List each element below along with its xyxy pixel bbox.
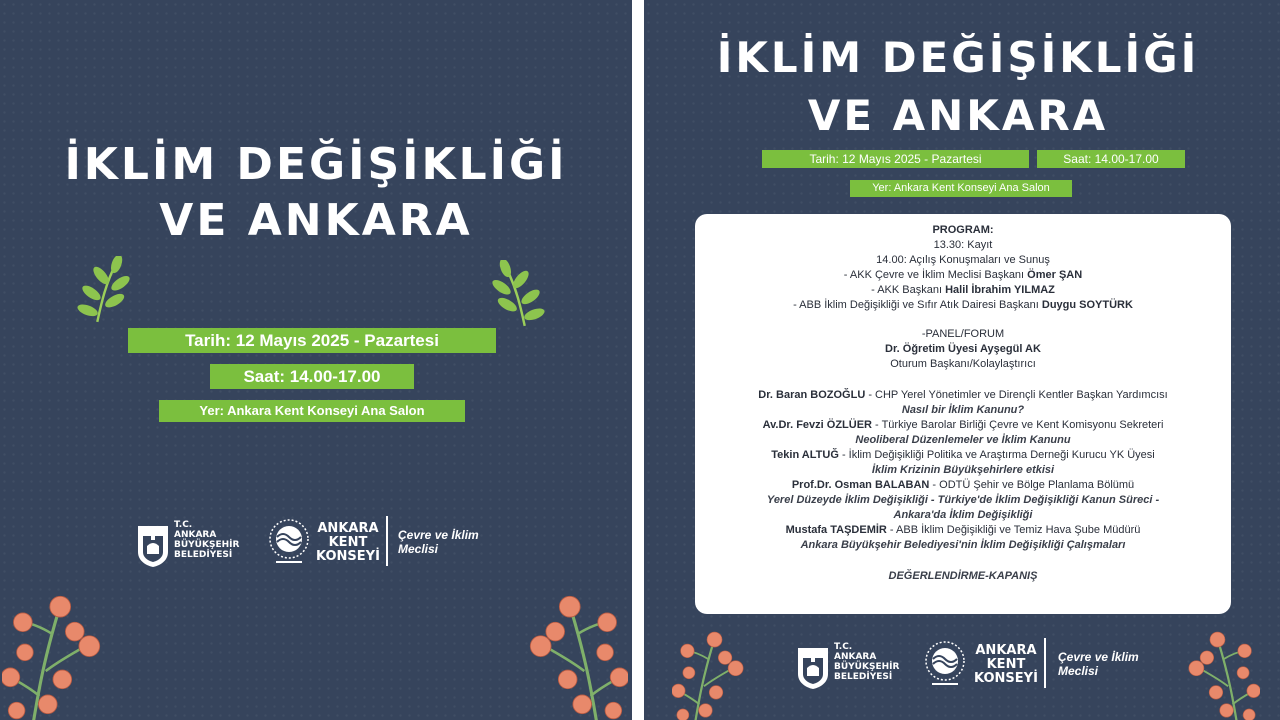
abb-line-1-right: T.C. [834,642,853,652]
program-heading: PROGRAM: [932,224,994,236]
flower-branch-left-icon [2,588,106,720]
panelist-5 [705,523,1221,538]
abb-line-1: T.C. [174,520,193,530]
speaker-1-name: Ömer ŞAN [1027,269,1083,281]
speaker-2-name: Halil İbrahim YILMAZ [945,284,1055,296]
leaf-branch-right-icon [488,260,546,328]
panelist-4 [705,478,1221,493]
panelist-4-role: - ODTÜ Şehir ve Bölge Planlama Bölümü [929,479,1135,491]
program-registration: 13.30: Kayıt [933,239,993,251]
cevre-line-2-right: Meclisi [1058,664,1099,678]
speaker-1 [705,268,1221,283]
speaker-3-role: - ABB İklim Değişikliği ve Sıfır Atık Dairesi Başkanı [793,299,1042,311]
panel-heading: -PANEL/FORUM [921,328,1005,340]
title-line-1: İKLİM DEĞİŞİKLİĞİ [64,139,568,190]
logo-divider [386,516,388,566]
panelist-3-topic: İklim Krizinin Büyükşehirlere etkisi [871,464,1055,476]
panelist-2-role: - Türkiye Barolar Birliği Çevre ve Kent Komisyonu Sekreteri [872,419,1164,431]
program-opening: 14.00: Açılış Konuşmaları ve Sunuş [876,254,1050,266]
left-poster [0,0,632,720]
panelist-2-name: Av.Dr. Fevzi ÖZLÜER [762,419,872,431]
panelist-5-topic: Ankara Büyükşehir Belediyesi'nin İklim Değişikliği Çalışmaları [800,539,1126,551]
panelist-1-role: - CHP Yerel Yönetimler ve Dirençli Kentler Başkan Yardımcısı [865,389,1168,401]
akk-line-1: ANKARA [317,521,379,536]
logo-row-right [796,636,1166,696]
cevre-logo-text [398,528,479,556]
cevre-line-1-right: Çevre ve İklim [1058,650,1139,664]
cevre-logo-text-right [1058,650,1139,678]
panelist-3-name: Tekin ALTUĞ [771,449,839,461]
abb-line-4: BELEDİYESİ [174,550,233,560]
akk-line-2: KENT [328,535,368,550]
akk-logo-text-right [974,644,1038,686]
logo-divider-right [1044,638,1046,688]
panelist-3 [705,448,1221,463]
akk-wave-globe-icon-right [920,638,970,690]
ankara-crest-icon-right [796,640,830,690]
akk-line-3-right: KONSEYİ [974,671,1038,686]
title-line-1-right: İKLİM DEĞİŞİKLİĞİ [716,33,1200,82]
flower-branch-left-icon-right [672,626,748,720]
speaker-2 [705,283,1221,298]
speaker-3 [705,298,1221,313]
akk-line-2-right: KENT [986,657,1026,672]
moderator-role: Oturum Başkanı/Kolaylaştırıcı [890,358,1036,370]
speaker-3-name: Duygu SOYTÜRK [1041,299,1133,311]
title-line-2-right: VE ANKARA [807,91,1109,140]
panelist-1 [705,388,1221,403]
venue-banner: Yer: Ankara Kent Konseyi Ana Salon [159,400,465,422]
date-banner-right: Tarih: 12 Mayıs 2025 - Pazartesi [762,150,1029,168]
panelist-4-topic-2: Ankara'da İklim Değişikliği [893,509,1033,521]
akk-logo-text [316,522,380,564]
abb-line-3-right: BÜYÜKŞEHİR [834,662,900,672]
panelist-4-topic-1: Yerel Düzeyde İklim Değişikliği - Türkiye'de İklim Değişikliği Kanun Süreci - [766,494,1160,506]
speaker-2-role: - AKK Başkanı [871,284,946,296]
logo-row [136,514,506,574]
panelist-5-role: - ABB İklim Değişikliği ve Temiz Hava Şube Müdürü [886,524,1141,536]
abb-line-2: ANKARA [174,530,217,540]
right-poster [644,0,1280,720]
speaker-1-role: - AKK Çevre ve İklim Meclisi Başkanı [843,269,1028,281]
title-line-2: VE ANKARA [159,195,473,246]
abb-line-2-right: ANKARA [834,652,877,662]
cevre-line-1: Çevre ve İklim [398,528,479,542]
akk-wave-globe-icon [264,516,314,568]
panelist-2-topic: Neoliberal Düzenlemeler ve İklim Kanunu [855,434,1071,446]
akk-line-3: KONSEYİ [316,549,380,564]
flower-branch-right-icon [524,588,628,720]
abb-logo-text [174,520,239,560]
program-card [695,214,1231,614]
flower-branch-right-icon-right [1184,626,1260,720]
date-banner: Tarih: 12 Mayıs 2025 - Pazartesi [128,328,496,353]
panelist-3-role: - İklim Değişikliği Politika ve Araştırma Derneği Kurucu YK Üyesi [838,449,1155,461]
moderator-name: Dr. Öğretim Üyesi Ayşegül AK [885,343,1041,355]
leaf-branch-left-icon [76,256,134,324]
abb-logo-text-right [834,642,899,682]
panelist-1-name: Dr. Baran BOZOĞLU [758,389,866,401]
cevre-line-2: Meclisi [398,542,439,556]
panelist-1-topic: Nasıl bir İklim Kanunu? [901,404,1025,416]
time-banner: Saat: 14.00-17.00 [210,364,414,389]
panelist-4-name: Prof.Dr. Osman BALABAN [791,479,930,491]
abb-line-3: BÜYÜKŞEHİR [174,540,240,550]
abb-line-4-right: BELEDİYESİ [834,672,893,682]
panelist-2 [705,418,1221,433]
akk-line-1-right: ANKARA [975,643,1037,658]
ankara-crest-icon [136,518,170,568]
venue-banner-right: Yer: Ankara Kent Konseyi Ana Salon [850,180,1072,197]
time-banner-right: Saat: 14.00-17.00 [1037,150,1185,168]
panelist-5-name: Mustafa TAŞDEMİR [785,524,887,536]
closing: DEĞERLENDİRME-KAPANIŞ [888,570,1038,582]
